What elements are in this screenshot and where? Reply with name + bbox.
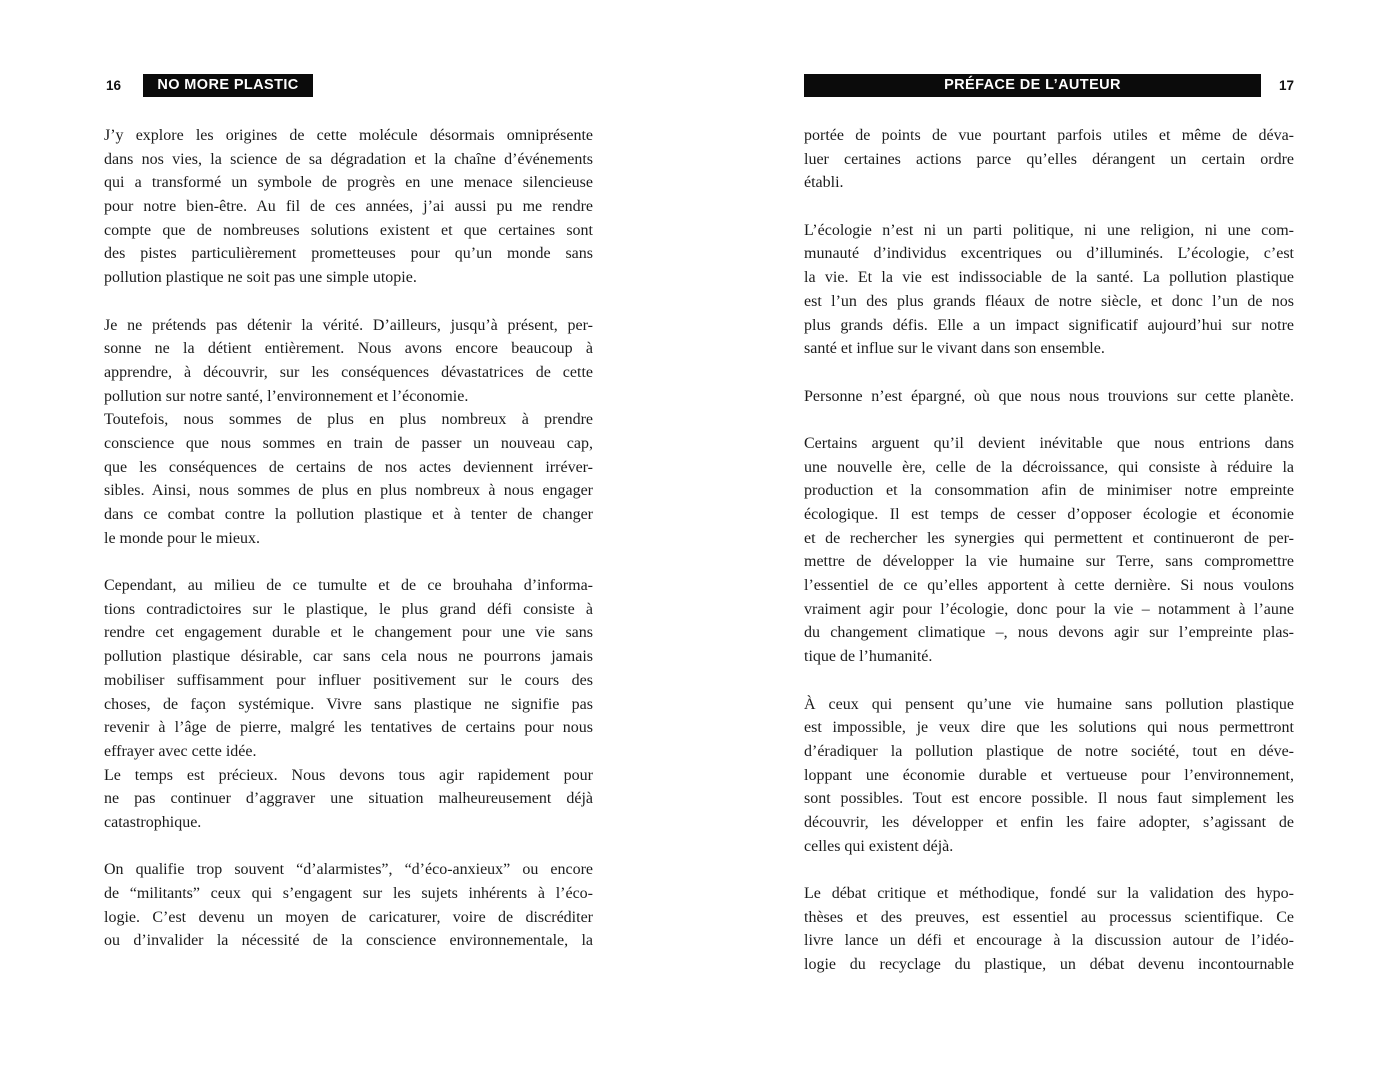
paragraph bbox=[104, 764, 593, 835]
paragraph bbox=[804, 693, 1294, 859]
paragraph bbox=[804, 124, 1294, 195]
text-line: vraiment agir pour l’écologie, donc pour la vie – notamment à l’aune bbox=[804, 600, 1294, 618]
page-right bbox=[804, 0, 1294, 1075]
text-block bbox=[104, 858, 593, 953]
text-line: établi. bbox=[804, 174, 844, 192]
text-block bbox=[804, 219, 1294, 361]
text-line: des pistes particulièrement prometteuses pour qu’un monde sans bbox=[104, 245, 593, 263]
page-body-left bbox=[104, 124, 593, 953]
text-line: la vie. Et la vie est indissociable de la santé. La pollution plastique bbox=[804, 269, 1294, 287]
paragraph bbox=[804, 219, 1294, 361]
text-line: luer certaines actions parce qu’elles dérangent un certain ordre bbox=[804, 150, 1294, 168]
text-line: rendre cet engagement durable et le changement pour une vie sans bbox=[104, 624, 593, 642]
text-line: effrayer avec cette idée. bbox=[104, 742, 257, 760]
text-line: est l’un des plus grands fléaux de notre siècle, et donc l’un de nos bbox=[804, 292, 1294, 310]
text-block bbox=[804, 693, 1294, 859]
text-block bbox=[104, 574, 593, 835]
text-line: L’écologie n’est ni un parti politique, ni une religion, ni une com- bbox=[804, 221, 1294, 239]
text-line: revenir à l’âge de pierre, malgré les tentatives de certains pour nous bbox=[104, 719, 593, 737]
page-header-right bbox=[804, 74, 1294, 97]
text-line: plus grands défis. Elle a un impact significatif aujourd’hui sur notre bbox=[804, 316, 1294, 334]
paragraph bbox=[804, 882, 1294, 977]
text-block bbox=[804, 385, 1294, 409]
paragraph bbox=[104, 314, 593, 409]
paragraph bbox=[104, 124, 593, 290]
text-line: ne pas continuer d’aggraver une situation malheureusement déjà bbox=[104, 790, 593, 808]
text-line: mettre de développer la vie humaine sur Terre, sans compromettre bbox=[804, 553, 1294, 571]
text-block bbox=[804, 124, 1294, 195]
text-line: logie. C’est devenu un moyen de caricaturer, voire de discréditer bbox=[104, 908, 593, 926]
running-head-left: NO MORE PLASTIC bbox=[143, 74, 313, 97]
text-line: ou d’invalider la nécessité de la conscience environnementale, la bbox=[104, 932, 593, 950]
text-line: À ceux qui pensent qu’une vie humaine sans pollution plastique bbox=[804, 695, 1294, 713]
text-line: Personne n’est épargné, où que nous nous trouvions sur cette planète. bbox=[804, 387, 1294, 405]
text-line: santé et influe sur le vivant dans son ensemble. bbox=[804, 340, 1105, 358]
text-line: dans ce combat contre la pollution plastique et à tenter de changer bbox=[104, 506, 593, 523]
text-line: tions contradictoires sur le plastique, le plus grand défi consiste à bbox=[104, 600, 593, 618]
text-line: J’y explore les origines de cette molécule désormais omniprésente bbox=[104, 127, 593, 144]
text-line: est impossible, je veux dire que les solutions qui nous permettront bbox=[804, 719, 1294, 737]
text-line: portée de points de vue pourtant parfois utiles et même de déva- bbox=[804, 127, 1294, 144]
text-line: thèses et des preuves, est essentiel au processus scientifique. Ce bbox=[804, 908, 1294, 926]
text-line: conscience que nous sommes en train de passer un nouveau cap, bbox=[104, 434, 593, 452]
page-number-right: 17 bbox=[1278, 78, 1294, 93]
text-block bbox=[104, 314, 593, 551]
text-line: loppant une économie durable et vertueuse pour l’environnement, bbox=[804, 766, 1294, 784]
text-line: l’essentiel de ce qu’elles apportent à cette dernière. Si nous voulons bbox=[804, 577, 1294, 595]
text-line: dans nos vies, la science de sa dégradation et la chaîne d’événements bbox=[104, 150, 593, 168]
text-line: le monde pour le mieux. bbox=[104, 529, 260, 547]
text-line: écologique. Il est temps de cesser d’opposer écologie et économie bbox=[804, 506, 1294, 523]
text-line: logie du recyclage du plastique, un débat devenu incontournable bbox=[804, 956, 1294, 974]
text-line: que les conséquences de certains de nos actes deviennent irréver- bbox=[104, 458, 593, 476]
page-body-right bbox=[804, 124, 1294, 977]
text-line: sont possibles. Tout est encore possible. Il nous faut simplement les bbox=[804, 790, 1294, 808]
paragraph bbox=[104, 574, 593, 764]
text-line: Le temps est précieux. Nous devons tous agir rapidement pour bbox=[104, 766, 593, 784]
text-line: pour notre bien-être. Au fil de ces années, j’ai aussi pu me rendre bbox=[104, 198, 593, 216]
page-left bbox=[104, 0, 593, 1075]
text-line: sibles. Ainsi, nous sommes de plus en plus nombreux à nous engager bbox=[104, 482, 593, 500]
text-line: On qualifie trop souvent “d’alarmistes”, “d’éco-anxieux” ou encore bbox=[104, 861, 593, 879]
page-header-left bbox=[104, 74, 593, 97]
text-line: du changement climatique –, nous devons agir sur l’empreinte plas- bbox=[804, 624, 1294, 642]
text-line: apprendre, à découvrir, sur les conséquences dévastatrices de cette bbox=[104, 363, 593, 381]
text-line: pollution sur notre santé, l’environnement et l’économie. bbox=[104, 387, 469, 405]
text-line: catastrophique. bbox=[104, 813, 202, 831]
text-block bbox=[104, 124, 593, 290]
text-block bbox=[804, 882, 1294, 977]
text-line: Le débat critique et méthodique, fondé sur la validation des hypo- bbox=[804, 885, 1294, 902]
text-line: munauté d’individus excentriques ou d’illuminés. L’écologie, c’est bbox=[804, 245, 1294, 263]
text-line: production et la consommation afin de minimiser notre empreinte bbox=[804, 482, 1294, 500]
text-line: de “militants” ceux qui s’engagent sur les sujets inhérents à l’éco- bbox=[104, 885, 593, 902]
paragraph bbox=[104, 408, 593, 550]
text-line: Toutefois, nous sommes de plus en plus nombreux à prendre bbox=[104, 411, 593, 429]
text-line: mobiliser suffisamment pour influer positivement sur le cours des bbox=[104, 671, 593, 689]
running-head-right: PRÉFACE DE L’AUTEUR bbox=[804, 74, 1261, 97]
text-line: Cependant, au milieu de ce tumulte et de ce brouhaha d’informa- bbox=[104, 577, 593, 595]
page-number-left: 16 bbox=[106, 78, 122, 93]
text-line: celles qui existent déjà. bbox=[804, 837, 954, 855]
text-line: Certains arguent qu’il devient inévitable que nous entrions dans bbox=[804, 434, 1294, 452]
paragraph bbox=[804, 432, 1294, 669]
text-line: livre lance un défi et encourage à la discussion autour de l’idéo- bbox=[804, 932, 1294, 950]
paragraph bbox=[804, 385, 1294, 409]
text-line: d’éradiquer la pollution plastique de notre société, tout en déve- bbox=[804, 742, 1294, 760]
text-line: sonne ne la détient entièrement. Nous avons encore beaucoup à bbox=[104, 340, 593, 358]
text-line: choses, de façon systémique. Vivre sans plastique ne signifie pas bbox=[104, 695, 593, 713]
text-line: et de rechercher les synergies qui permettent et continueront de per- bbox=[804, 529, 1294, 547]
text-line: pollution plastique désirable, car sans cela nous ne pourrons jamais bbox=[104, 648, 593, 666]
text-block bbox=[804, 432, 1294, 669]
text-line: découvrir, les développer et enfin les faire adopter, s’agissant de bbox=[804, 813, 1294, 831]
text-line: pollution plastique ne soit pas une simple utopie. bbox=[104, 269, 417, 287]
text-line: une nouvelle ère, celle de la décroissance, qui consiste à réduire la bbox=[804, 458, 1294, 476]
text-line: compte que de nombreuses solutions existent et que certaines sont bbox=[104, 221, 593, 239]
text-line: Je ne prétends pas détenir la vérité. D’ailleurs, jusqu’à présent, per- bbox=[104, 316, 593, 334]
text-line: qui a transformé un symbole de progrès en une menace silencieuse bbox=[104, 174, 593, 192]
paragraph bbox=[104, 858, 593, 953]
text-line: tique de l’humanité. bbox=[804, 648, 933, 666]
